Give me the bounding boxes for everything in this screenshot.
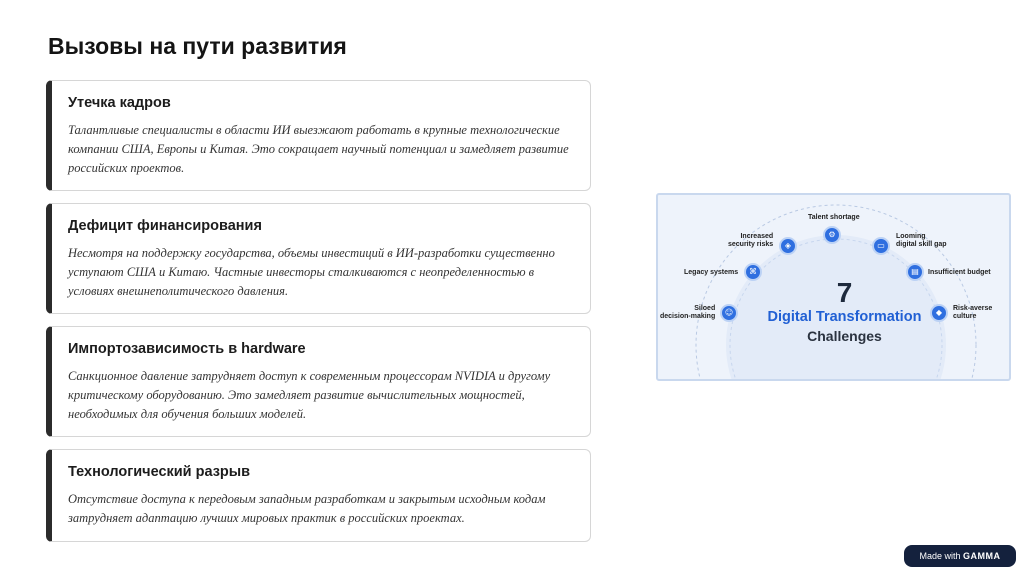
challenge-count: 7 [836,277,853,308]
network-icon: ⌘ [744,263,762,281]
gamma-logo: GAMMA [963,551,1001,561]
card-body: Талантливые специалисты в области ИИ выезжают работать в крупные технологические компании США, Европы и Китая. Это сокращает научный потенциал и замедляет развитие российских проектов. [68,123,569,175]
gear-icon: ⚙ [823,226,841,244]
challenge-card-funding-deficit [46,203,591,314]
card-title: Утечка кадров [68,95,171,111]
card-body: Санкционное давление затрудняет доступ к современным процессорам NVIDIA и другому критическому оборудованию. Это замедляет развитие вычислительных мощностей, необходимых для обучения больших моделей. [68,369,551,421]
shield-icon: ◈ [779,237,797,255]
card-title: Импортозависимость в hardware [68,341,306,357]
challenge-card-talent-drain [46,80,591,191]
node-label-insufficient-budget: Insufficient budget [928,269,991,276]
node-label-skill-gap: Looming digital skill gap [896,233,947,248]
card-title: Технологический разрыв [68,464,251,480]
person-icon: ☺ [720,304,738,322]
node-label-siloed-decisions: Siloed decision-making [660,305,716,320]
illustration-subtitle: Challenges [807,328,882,344]
illustration-title: Digital Transformation [767,309,922,325]
node-label-risk-averse-culture: Risk-averse culture [953,305,993,320]
made-with-gamma-badge[interactable] [904,545,1016,567]
card-body: Несмотря на поддержку государства, объемы инвестиций в ИИ-разработки существенно уступают США и Китаю. Частные инвесторы сталкиваются с неопределенностью в условиях внешнеполитического давления. [68,246,555,298]
badge-prefix: Made with [919,551,961,561]
challenge-card-hardware-dependency [46,326,591,437]
card-body: Отсутствие доступа к передовым западным разработкам и закрытым исходным кодам затрудняет адаптацию лучших мировых практик в российских проектах. [68,492,546,525]
page-title: Вызовы на пути развития [48,33,347,59]
node-label-legacy-systems: Legacy systems [684,269,739,276]
budget-icon: ▤ [906,263,924,281]
diamond-icon: ◆ [930,304,948,322]
node-label-talent-shortage: Talent shortage [808,214,860,221]
monitor-icon: ▭ [872,237,890,255]
digital-transformation-illustration [656,193,1011,381]
challenge-card-tech-gap [46,449,591,542]
node-label-security-risks: Increased security risks [728,233,774,248]
card-title: Дефицит финансирования [68,218,262,234]
